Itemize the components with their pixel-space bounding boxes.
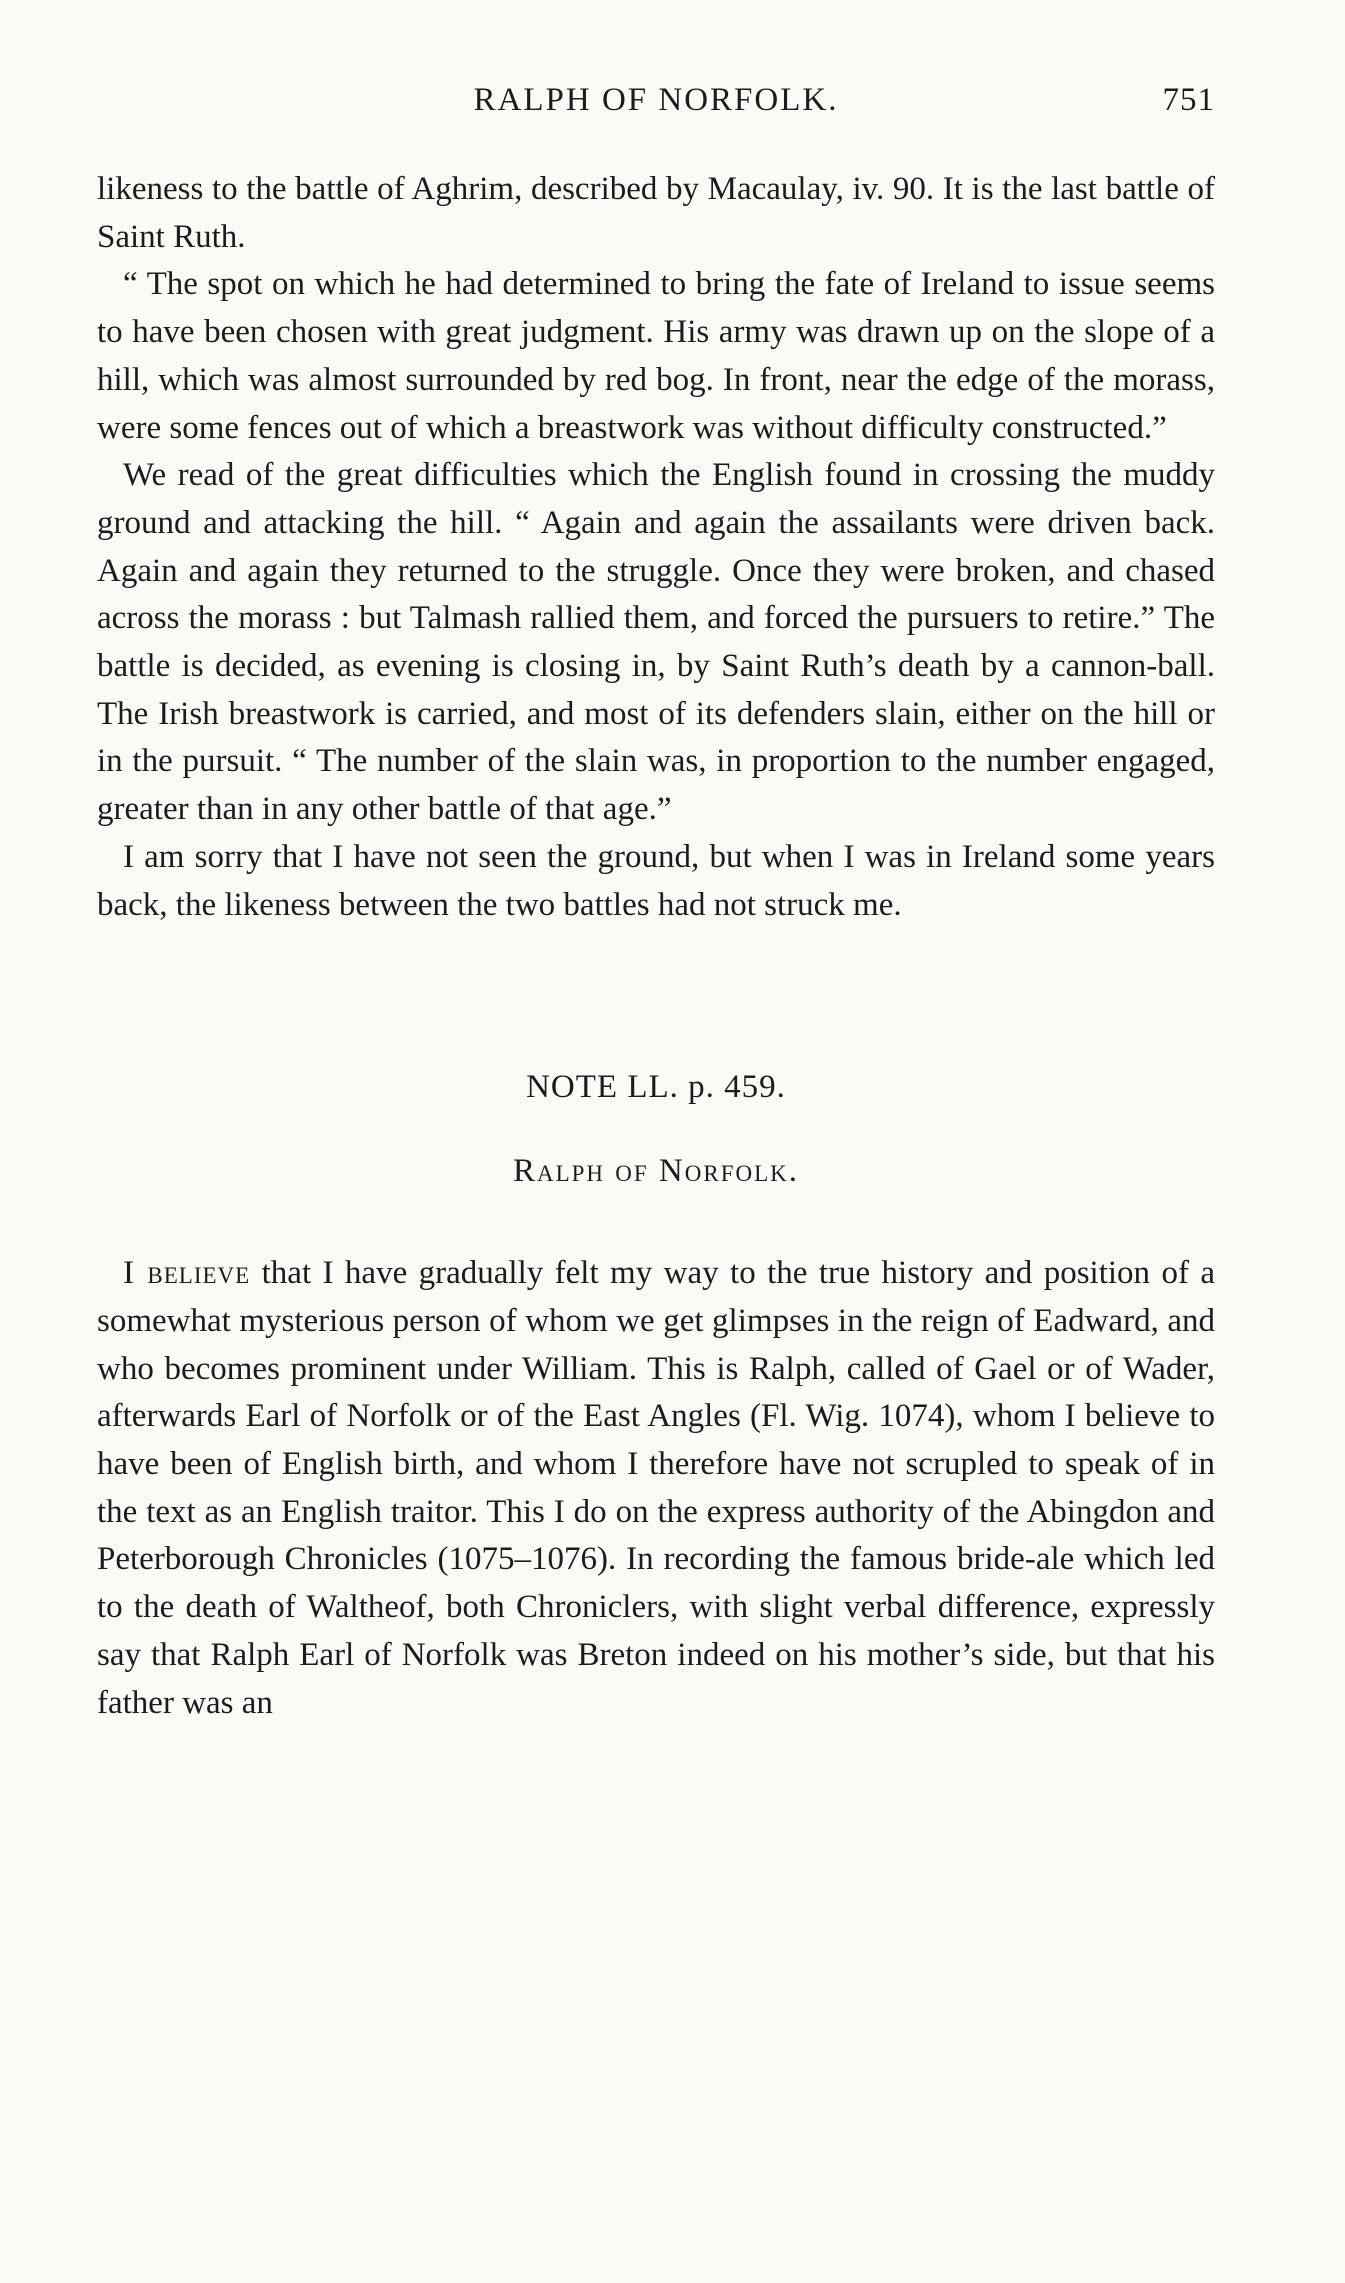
paragraph-battle-account: We read of the great difficulties which the English found in crossing the muddy ground and attacking the hill. “ Again and again the assailants were driven back. Again and again they returned to the struggle. Once they were broken, and chased across the morass : but Talmash rallied them, and forced the pursuers to retire.” The battle is decided, as evening is closing in, by Saint Ruth’s death by a cannon-ball. The Irish breastwork is carried, and most of its defenders slain, either on the hill or in the pursuit. “ The number of the slain was, in proportion to the number engaged, greater than in any other battle of that age.” [97,457,1215,828]
note-paragraph [97,1250,1215,1727]
section-title: Ralph of Norfolk. [512,1153,800,1190]
section-gap [97,929,1215,1067]
paragraph-quotation: “ The spot on which he had determined to bring the fate of Ireland to issue seems to have been chosen with great judgment. His army was drawn up on the slope of a hill, which was almost surrounded by red bog. In front, near the edge of the morass, were some fences out of which a breastwork was without difficulty constructed.” [97,266,1215,446]
running-head [97,82,1215,132]
running-title: RALPH OF NORFOLK. [473,82,839,118]
note-lead-word: I believe [123,1255,251,1292]
paragraph-closing: I am sorry that I have not seen the ground, but when I was in Ireland some years back, the likeness between the two battles had not struck me. [97,838,1215,923]
note-heading: NOTE LL. p. 459. [526,1069,786,1106]
paragraph-continuation: likeness to the battle of Aghrim, described by Macaulay, iv. 90. It is the last battle of Saint Ruth. [97,171,1215,255]
note-body-text: that I have gradually felt my way to the true history and position of a somewhat mysterious person of whom we get glimpses in the reign of Eadward, and who becomes prominent under William. This is Ralph, called of Gael or of Wader, afterwards Earl of Norfolk or of the East Angles (Fl. Wig. 1074), whom I believe to have been of English birth, and whom I therefore have not scrupled to speak of in the text as an English traitor. This I do on the express authority of the Abingdon and Peterborough Chronicles (1075–1076). In recording the famous bride-ale which led to the death of Waltheof, both Chroniclers, with slight verbal difference, expressly say that Ralph Earl of Norfolk was Breton indeed on his mother’s side, but that his father was an [97,1255,1215,1721]
body-text [97,166,1215,1727]
page-content [97,82,1215,1727]
page-number: 751 [1162,82,1215,118]
